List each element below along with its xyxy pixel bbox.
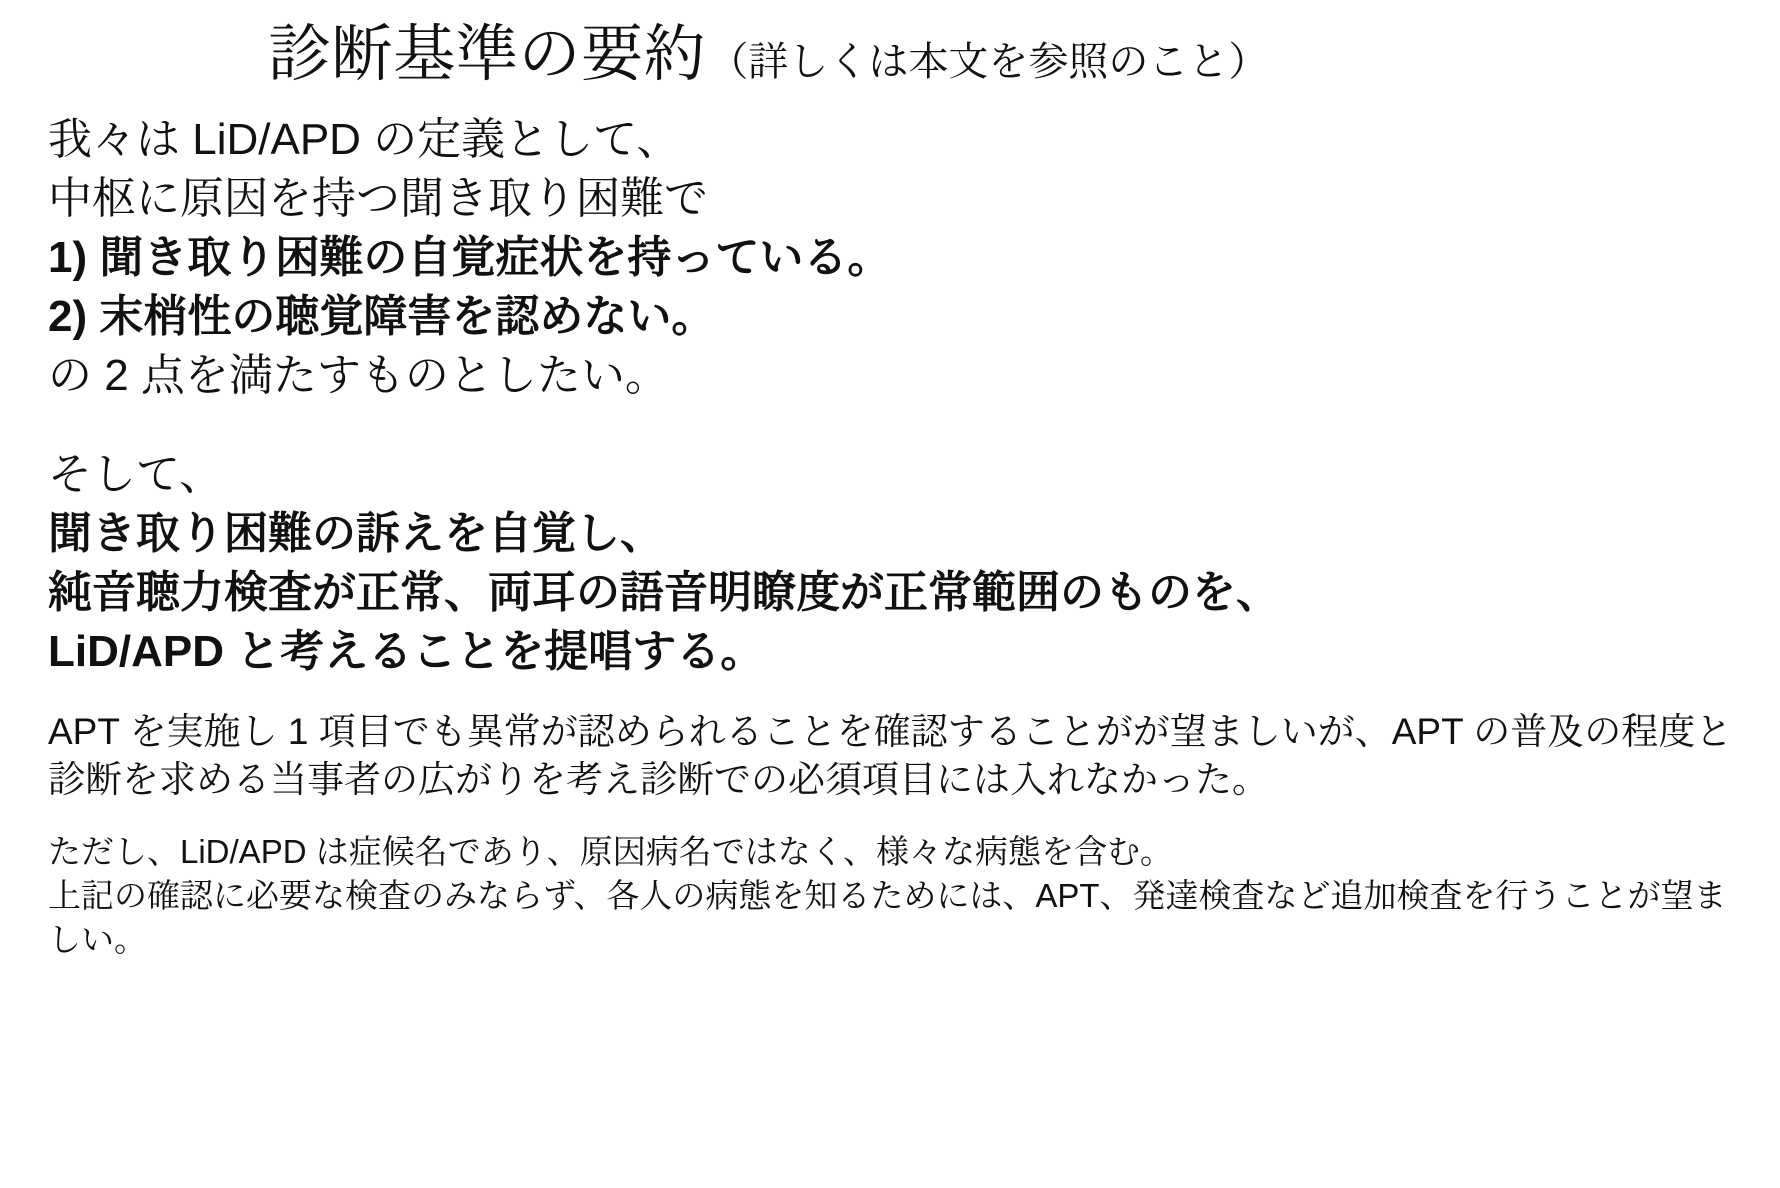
proposal-line-1: 聞き取り困難の訴えを自覚し、 xyxy=(48,508,664,558)
block-spacer-3 xyxy=(48,804,1748,830)
proposal-line-3: LiD/APD と考えることを提唱する。 xyxy=(48,626,765,676)
slide-body xyxy=(48,111,1748,961)
block-spacer-1 xyxy=(48,406,1748,446)
proposal-lead: そして、 xyxy=(48,449,224,499)
definition-lead-line-2: 中枢に原因を持つ聞き取り困難で xyxy=(48,174,708,224)
title-main-text: 診断基準の要約 xyxy=(268,20,707,89)
definition-lead-line-1: 我々は LiD/APD の定義として、 xyxy=(48,115,681,165)
block-spacer-2 xyxy=(48,682,1748,708)
proposal-block xyxy=(48,446,1748,682)
definition-closing: の 2 点を満たすものとしたい。 xyxy=(48,350,669,400)
note-apt-paragraph: APT を実施し 1 項目でも異常が認められることを確認することがが望ましいが、APT の普及の程度と診断を求める当事者の広がりを考え診断での必須項目には入れなかった。 xyxy=(48,710,1733,800)
definition-block xyxy=(48,111,1748,406)
title-sub-text: （詳しくは本文を参照のこと） xyxy=(708,40,1269,84)
definition-criterion-1: 1) 聞き取り困難の自覚症状を持っている。 xyxy=(48,233,892,282)
note-caveat-paragraph-1: ただし、LiD/APD は症候名であり、原因病名ではなく、様々な病態を含む。 xyxy=(48,832,1174,870)
slide-title xyxy=(268,0,1780,87)
note-caveat-paragraph-2: 上記の確認に必要な検査のみならず、各人の病態を知るためには、APT、発達検査など追加検査を行うことが望ましい。 xyxy=(48,876,1727,958)
proposal-line-2: 純音聴力検査が正常、両耳の語音明瞭度が正常範囲のものを、 xyxy=(48,567,1280,617)
definition-criterion-2: 2) 末梢性の聴覚障害を認めない。 xyxy=(48,291,716,341)
